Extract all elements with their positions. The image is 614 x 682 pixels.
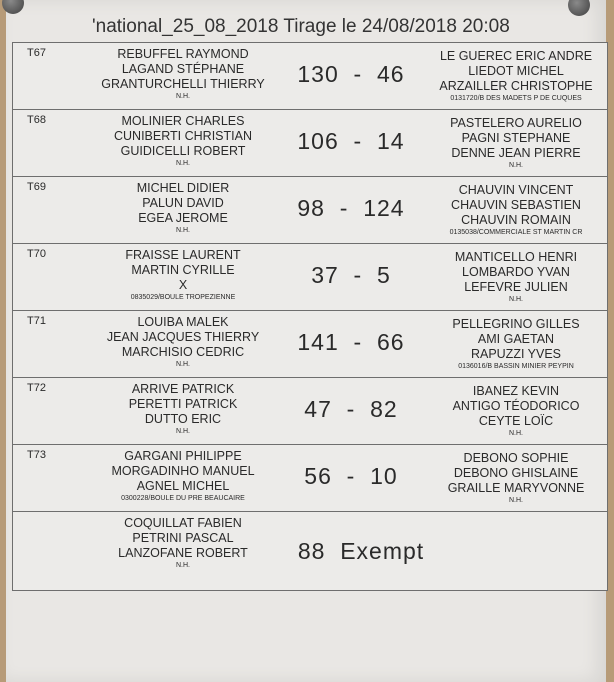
- table-row: [12, 377, 608, 444]
- player-name: MOLINIER CHARLES: [121, 114, 245, 128]
- score-separator: -: [338, 128, 377, 154]
- player-name: COQUILLAT FABIEN: [124, 516, 242, 530]
- player-name: MARTIN CYRILLE: [131, 263, 235, 277]
- player-name: JEAN JACQUES THIERRY: [106, 330, 260, 344]
- score-a: 130: [297, 61, 339, 87]
- club-note: 0131720/B DES MADETS P DE CUQUES: [450, 95, 582, 102]
- player-name: LAGAND STÉPHANE: [121, 62, 245, 76]
- team-right: [423, 49, 609, 104]
- player-name: CEYTE LOÏC: [478, 414, 554, 428]
- table-row: [12, 310, 608, 377]
- sheet-title: 'national_25_08_2018 Tirage le 24/08/2018 20:08: [92, 16, 510, 37]
- club-note: 0300228/BOULE DU PRE BEAUCAIRE: [121, 495, 245, 502]
- table-code: T71: [27, 315, 46, 327]
- club-note: N.H.: [509, 162, 523, 169]
- player-name: ARZAILLER CHRISTOPHE: [439, 79, 593, 93]
- team-right: [423, 250, 609, 305]
- match-score: [281, 262, 421, 289]
- team-left: [73, 248, 293, 303]
- player-name: DEBONO SOPHIE: [463, 451, 569, 465]
- score-separator: -: [338, 61, 377, 87]
- player-name: CHAUVIN ROMAIN: [461, 213, 571, 227]
- player-name: MORGADINHO MANUEL: [111, 464, 255, 478]
- player-name: RAPUZZI YVES: [470, 347, 562, 361]
- team-left: [73, 47, 293, 102]
- score-a: 106: [297, 128, 339, 154]
- club-note: 0136016/B BASSIN MINIER PEYPIN: [458, 363, 574, 370]
- table-row: [12, 42, 608, 109]
- table-row: [12, 176, 608, 243]
- table-code: T73: [27, 449, 46, 461]
- player-name: IBANEZ KEVIN: [472, 384, 560, 398]
- club-note: N.H.: [176, 93, 190, 100]
- team-left: [73, 449, 293, 504]
- player-name: LEFEVRE JULIEN: [464, 280, 568, 294]
- player-name: LE GUEREC ERIC ANDRE: [439, 49, 593, 63]
- score-a: 141: [297, 329, 339, 355]
- score-a: 88: [297, 538, 326, 564]
- player-name: PETRINI PASCAL: [132, 531, 234, 545]
- team-left: [73, 315, 293, 370]
- match-score: [281, 463, 421, 490]
- table-code: T72: [27, 382, 46, 394]
- team-right: [423, 183, 609, 238]
- player-name: PAGNI STEPHANE: [461, 131, 571, 145]
- player-name: GRANTURCHELLI THIERRY: [101, 77, 265, 91]
- score-b: 124: [363, 195, 405, 221]
- score-separator: -: [338, 262, 378, 288]
- score-a: 56: [304, 463, 332, 489]
- table-row: [12, 109, 608, 176]
- exempt-score: [271, 538, 451, 565]
- table-code: T69: [27, 181, 46, 193]
- player-name: GRAILLE MARYVONNE: [447, 481, 585, 495]
- table-code: T70: [27, 248, 46, 260]
- score-b: 82: [370, 396, 398, 422]
- score-separator: -: [331, 396, 371, 422]
- match-table: [12, 42, 608, 591]
- player-name: DENNE JEAN PIERRE: [451, 146, 581, 160]
- club-note: N.H.: [176, 227, 190, 234]
- player-name: AMI GAETAN: [477, 332, 555, 346]
- table-row: [12, 243, 608, 310]
- match-score: [281, 195, 421, 222]
- club-note: 0135038/COMMERCIALE ST MARTIN CR: [449, 229, 583, 236]
- team-right: [423, 384, 609, 439]
- table-row: [12, 444, 608, 511]
- score-b: 66: [377, 329, 405, 355]
- table-code: T68: [27, 114, 46, 126]
- player-name: MANTICELLO HENRI: [454, 250, 578, 264]
- score-separator: -: [331, 463, 371, 489]
- team-left: [73, 516, 293, 571]
- table-code: T67: [27, 47, 46, 59]
- team-left: [73, 181, 293, 236]
- player-name: CUNIBERTI CHRISTIAN: [114, 129, 252, 143]
- score-b: 14: [377, 128, 405, 154]
- score-separator: -: [324, 195, 364, 221]
- team-right: [423, 116, 609, 171]
- score-a: 47: [304, 396, 332, 422]
- score-b: 10: [370, 463, 398, 489]
- score-b: 5: [377, 262, 391, 288]
- team-left: [73, 382, 293, 437]
- player-name: LANZOFANE ROBERT: [118, 546, 248, 560]
- spacer: [325, 538, 340, 564]
- player-name: GARGANI PHILIPPE: [124, 449, 242, 463]
- player-name: ANTIGO TÉODORICO: [452, 399, 580, 413]
- player-name: MARCHISIO CEDRIC: [121, 345, 245, 359]
- player-name: GUIDICELLI ROBERT: [120, 144, 246, 158]
- player-name: CHAUVIN VINCENT: [458, 183, 574, 197]
- club-note: 0835029/BOULE TROPEZIENNE: [130, 294, 236, 301]
- team-right: [423, 317, 609, 372]
- team-right: [423, 451, 609, 506]
- club-note: N.H.: [176, 562, 190, 569]
- player-name: PALUN DAVID: [142, 196, 224, 210]
- player-name: MICHEL DIDIER: [136, 181, 230, 195]
- score-separator: -: [338, 329, 377, 355]
- match-score: [281, 329, 421, 356]
- player-name: REBUFFEL RAYMOND: [117, 47, 249, 61]
- club-note: N.H.: [509, 296, 523, 303]
- player-name: LOUIBA MALEK: [137, 315, 229, 329]
- club-note: N.H.: [176, 428, 190, 435]
- player-name: EGEA JEROME: [138, 211, 228, 225]
- player-name: CHAUVIN SEBASTIEN: [451, 198, 581, 212]
- match-score: [281, 396, 421, 423]
- player-name: PERETTI PATRICK: [128, 397, 238, 411]
- match-score: [281, 128, 421, 155]
- score-b: 46: [377, 61, 405, 87]
- table-row-exempt: [12, 511, 608, 591]
- club-note: N.H.: [509, 430, 523, 437]
- exempt-label: Exempt: [340, 538, 425, 564]
- player-name: FRAISSE LAURENT: [125, 248, 241, 262]
- score-a: 37: [311, 262, 339, 288]
- match-score: [281, 61, 421, 88]
- club-note: N.H.: [176, 160, 190, 167]
- player-name: PELLEGRINO GILLES: [452, 317, 580, 331]
- player-name: PASTELERO AURELIO: [450, 116, 582, 130]
- score-a: 98: [297, 195, 325, 221]
- player-name: LIEDOT MICHEL: [468, 64, 564, 78]
- player-name: AGNEL MICHEL: [136, 479, 230, 493]
- player-name: DUTTO ERIC: [144, 412, 222, 426]
- player-name: X: [178, 278, 188, 292]
- player-name: LOMBARDO YVAN: [462, 265, 570, 279]
- team-left: [73, 114, 293, 169]
- club-note: N.H.: [509, 497, 523, 504]
- player-name: ARRIVE PATRICK: [131, 382, 235, 396]
- player-name: DEBONO GHISLAINE: [453, 466, 579, 480]
- club-note: N.H.: [176, 361, 190, 368]
